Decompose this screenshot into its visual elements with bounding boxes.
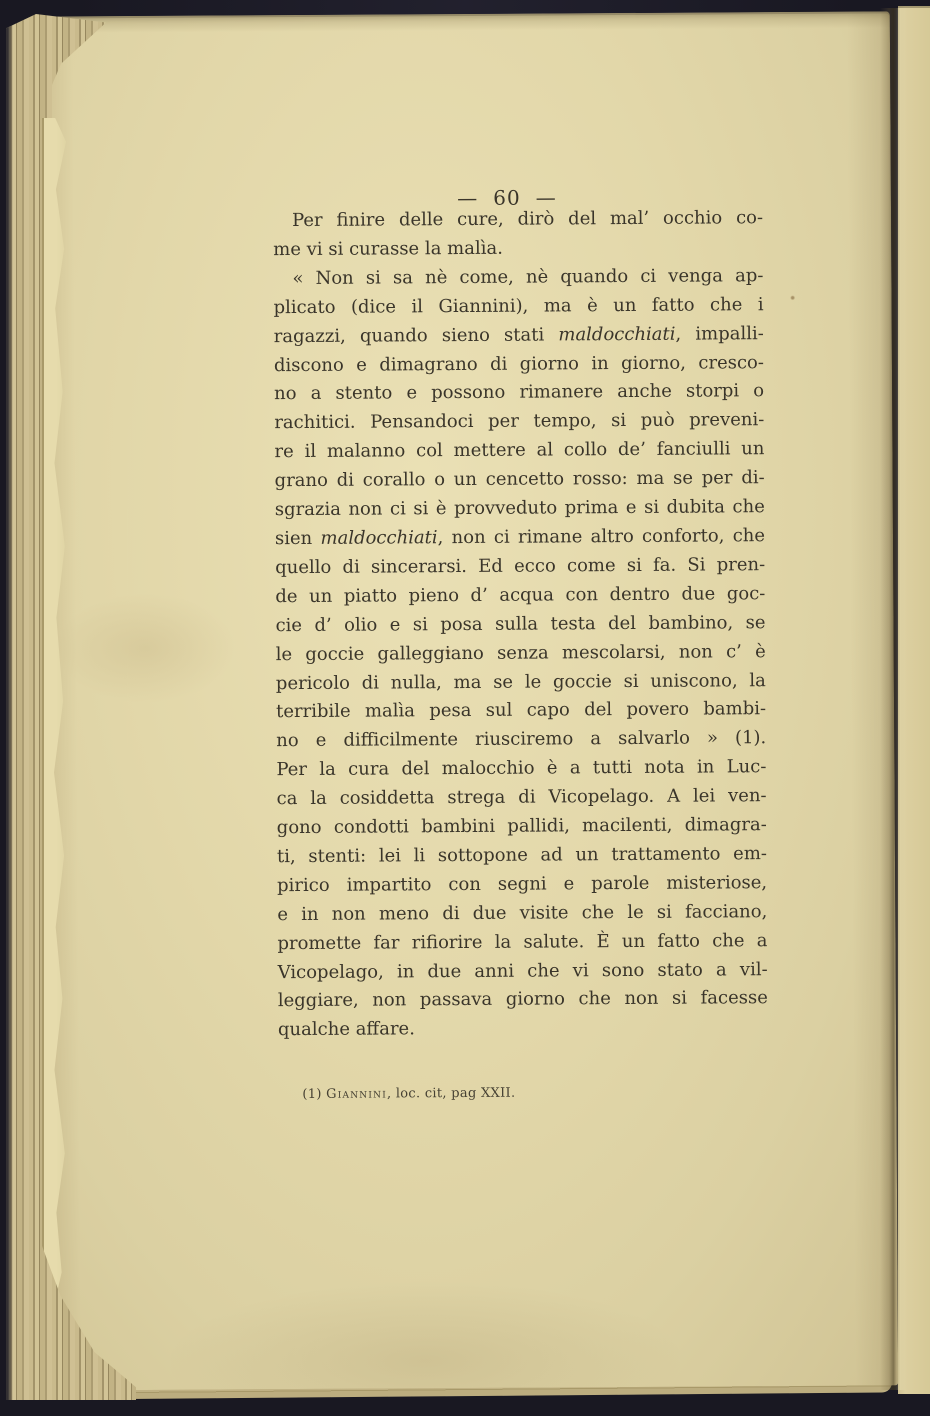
text-line xyxy=(278,985,768,1017)
text-segment: qualche affare. xyxy=(277,1018,415,1041)
text-segment: , non ci rimane altro conforto, che xyxy=(437,525,766,549)
text-line xyxy=(277,811,767,843)
text-segment: quello di sincerarsi. Ed ecco come si fa. Si pren- xyxy=(275,554,766,579)
page-number: 60 xyxy=(493,185,521,210)
text-segment: ragazzi, quando sieno stati xyxy=(273,324,559,347)
text-line xyxy=(273,233,763,265)
text-line xyxy=(274,320,764,352)
smallcaps-text: Giannini xyxy=(326,1086,387,1102)
text-line xyxy=(277,869,767,901)
text-segment: cie d’ olio e si posa sulla testa del bambino, se xyxy=(275,611,766,636)
book-gutter-shadow xyxy=(880,8,906,1390)
text-line xyxy=(275,609,765,641)
text-segment: re il malanno col mettere al collo de’ fanciulli un xyxy=(274,438,765,463)
text-line xyxy=(277,927,767,959)
text-segment: me vi si curasse la malìa. xyxy=(273,237,503,261)
text-segment: Vicopelago, in due anni che vi sono stato a vil- xyxy=(277,958,768,983)
text-line xyxy=(275,493,765,525)
text-segment: leggiare, non passava giorno che non si facesse xyxy=(277,987,768,1012)
text-segment: , impalli- xyxy=(675,322,764,345)
text-segment: terribile malìa pesa sul capo del povero bambi- xyxy=(275,698,767,723)
text-segment: ca la cosiddetta strega di Vicopelago. A lei ven- xyxy=(276,785,767,810)
text-line xyxy=(277,840,767,872)
text-segment: gono condotti bambini pallidi, macilenti, dimagra- xyxy=(276,814,767,839)
header-dash-left: — xyxy=(457,185,479,211)
text-line xyxy=(274,407,764,439)
text-line xyxy=(278,1014,768,1046)
header-dash-right: — xyxy=(535,185,557,210)
text-line xyxy=(275,551,765,583)
text-line xyxy=(275,580,765,612)
text-segment: « Non si sa nè come, nè quando ci venga ap- xyxy=(292,264,764,289)
text-line xyxy=(276,667,766,699)
text-line xyxy=(273,204,763,236)
text-segment: (1) xyxy=(302,1086,327,1102)
text-line xyxy=(274,291,764,323)
text-line xyxy=(277,782,767,814)
text-line xyxy=(274,435,764,467)
text-segment: no a stento e possono rimanere anche storpi o xyxy=(274,380,765,405)
text-segment: plicato (dice il Giannini), ma è un fatto che i xyxy=(273,293,764,318)
text-line xyxy=(275,464,765,496)
text-line xyxy=(276,696,766,728)
text-segment: sien xyxy=(274,527,321,550)
text-line xyxy=(273,262,763,294)
text-segment: ti, stenti: lei li sottopone ad un trattamento em- xyxy=(276,843,768,868)
text-segment: no e difficilmente riusciremo a salvarlo » (1). xyxy=(276,727,767,752)
text-segment: discono e dimagrano di giorno in giorno, cresco- xyxy=(273,351,765,376)
text-segment: de un piatto pieno d’ acqua con dentro due goc- xyxy=(275,582,766,607)
text-line xyxy=(274,378,764,410)
text-line xyxy=(276,753,766,785)
text-segment: rachitici. Pensandoci per tempo, si può preveni- xyxy=(274,409,765,434)
text-segment: sgrazia non ci si è provveduto prima e si dubita che xyxy=(274,496,765,521)
text-line xyxy=(274,349,764,381)
book-page xyxy=(30,11,898,1390)
text-line xyxy=(276,724,766,756)
text-segment: le goccie galleggiano senza mescolarsi, non c’ è xyxy=(275,640,766,665)
text-segment: Per la cura del malocchio è a tutti nota in Luc- xyxy=(276,756,767,781)
text-line xyxy=(277,898,767,930)
italic-text: maldocchiati xyxy=(320,527,438,549)
text-block xyxy=(273,204,768,1045)
footnote xyxy=(302,1084,722,1102)
text-line xyxy=(275,522,765,554)
text-segment: pericolo di nulla, ma se le goccie si uniscono, la xyxy=(275,669,766,694)
italic-text: maldocchiati xyxy=(558,323,676,346)
text-segment: promette far rifiorire la salute. È un fatto che a xyxy=(277,929,768,954)
text-segment: pirico impartito con segni e parole misteriose, xyxy=(277,871,768,896)
text-segment: Per finire delle cure, dirò del mal’ occhio co- xyxy=(291,207,764,232)
text-line xyxy=(276,638,766,670)
text-segment: e in non meno di due visite che le si facciano, xyxy=(277,900,768,925)
text-line xyxy=(278,956,768,988)
text-segment: , loc. cit, pag XXII. xyxy=(386,1085,516,1102)
text-segment: grano di corallo o un cencetto rosso: ma se per di- xyxy=(274,467,765,492)
